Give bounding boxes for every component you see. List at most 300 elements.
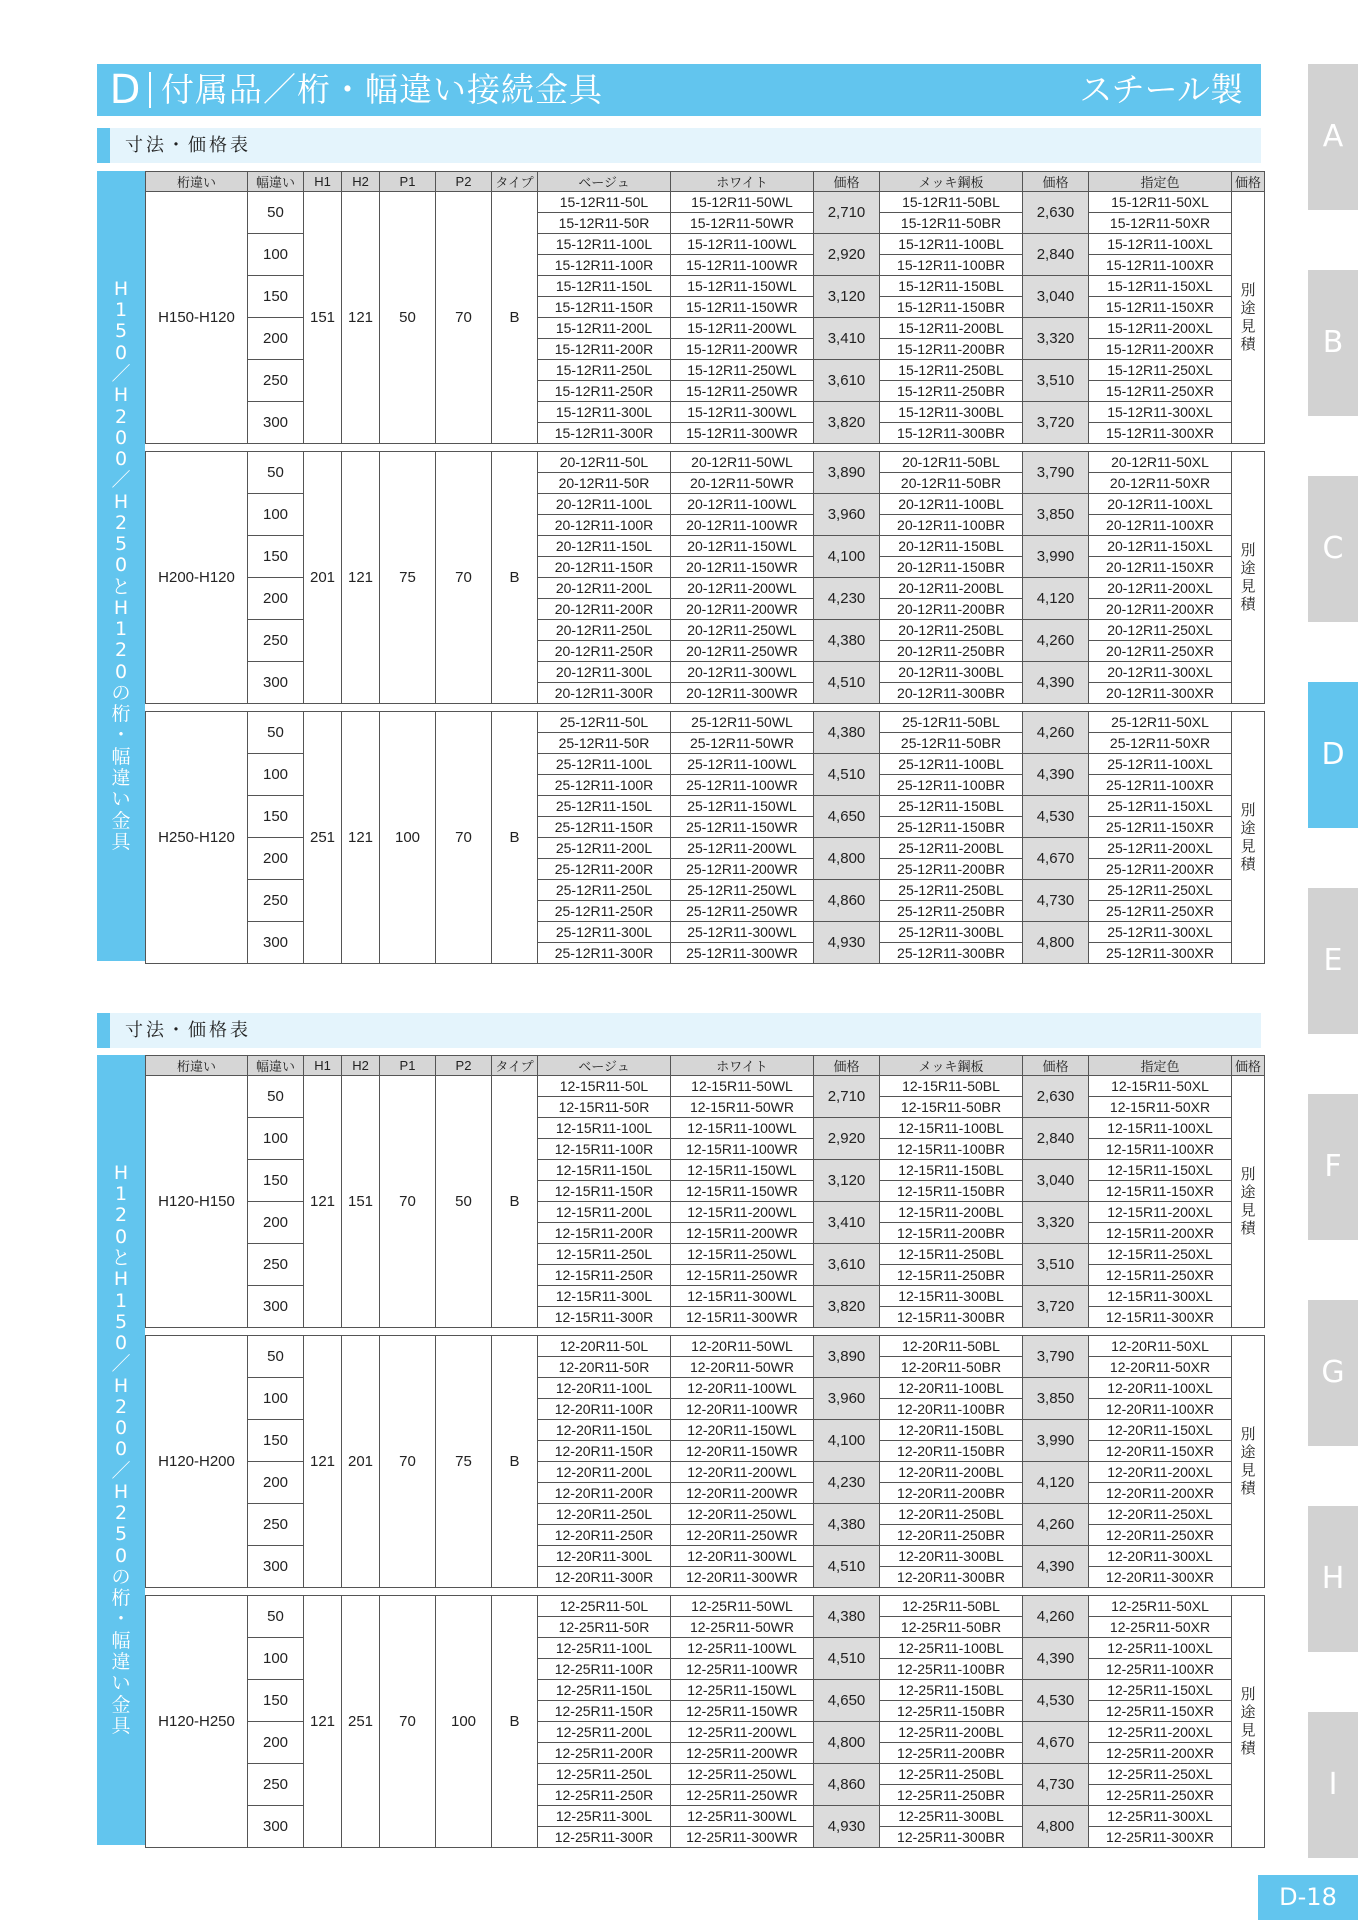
part-white: 25-12R11-300WL bbox=[671, 922, 814, 943]
part-white: 12-25R11-200WL bbox=[671, 1722, 814, 1743]
part-custom-color: 15-12R11-250XL bbox=[1089, 360, 1232, 381]
part-plated: 20-12R11-300BL bbox=[880, 662, 1023, 683]
part-beige: 12-25R11-250L bbox=[538, 1764, 671, 1785]
price-plated-cell: 3,720 bbox=[1023, 402, 1089, 444]
column-header: P1 bbox=[380, 1056, 436, 1076]
part-plated: 12-20R11-300BL bbox=[880, 1546, 1023, 1567]
table-side-label: H 1 5 0 ／ H 2 0 0 ／ H 2 5 0 と H 1 2 0 の 桁 ・ 幅 違 い 金 具 bbox=[97, 171, 145, 961]
price-plated-cell: 4,390 bbox=[1023, 754, 1089, 796]
p1-cell: 70 bbox=[380, 1076, 436, 1328]
width-cell: 200 bbox=[248, 578, 304, 620]
column-header: 価格 bbox=[814, 172, 880, 192]
width-cell: 100 bbox=[248, 1638, 304, 1680]
column-header: 価格 bbox=[1232, 172, 1265, 192]
h2-cell: 251 bbox=[342, 1596, 380, 1848]
price-plated-cell: 3,990 bbox=[1023, 536, 1089, 578]
part-beige: 20-12R11-200L bbox=[538, 578, 671, 599]
part-white: 25-12R11-200WL bbox=[671, 838, 814, 859]
part-beige: 12-25R11-150L bbox=[538, 1680, 671, 1701]
part-plated: 25-12R11-150BR bbox=[880, 817, 1023, 838]
page-header bbox=[97, 64, 1261, 116]
part-beige: 20-12R11-250R bbox=[538, 641, 671, 662]
p2-cell: 70 bbox=[436, 712, 492, 964]
price-cell: 3,610 bbox=[814, 360, 880, 402]
part-custom-color: 12-25R11-50XL bbox=[1089, 1596, 1232, 1617]
section-marker bbox=[97, 128, 110, 163]
column-header: 価格 bbox=[1023, 172, 1089, 192]
part-white: 12-15R11-300WR bbox=[671, 1307, 814, 1328]
part-custom-color: 20-12R11-200XR bbox=[1089, 599, 1232, 620]
p2-cell: 70 bbox=[436, 192, 492, 444]
price-cell: 4,100 bbox=[814, 1420, 880, 1462]
price-plated-cell: 3,790 bbox=[1023, 452, 1089, 494]
part-custom-color: 15-12R11-300XL bbox=[1089, 402, 1232, 423]
width-cell: 200 bbox=[248, 1722, 304, 1764]
part-plated: 12-15R11-100BL bbox=[880, 1118, 1023, 1139]
pattern-cell: H200-H120 bbox=[146, 452, 248, 704]
h1-cell: 121 bbox=[304, 1076, 342, 1328]
part-white: 20-12R11-100WL bbox=[671, 494, 814, 515]
width-cell: 300 bbox=[248, 922, 304, 964]
part-custom-color: 25-12R11-250XL bbox=[1089, 880, 1232, 901]
part-white: 20-12R11-100WR bbox=[671, 515, 814, 536]
part-plated: 12-25R11-100BL bbox=[880, 1638, 1023, 1659]
material-label: スチール製 bbox=[1079, 70, 1243, 109]
part-custom-color: 12-25R11-100XR bbox=[1089, 1659, 1232, 1680]
part-plated: 15-12R11-200BR bbox=[880, 339, 1023, 360]
part-beige: 25-12R11-200L bbox=[538, 838, 671, 859]
part-beige: 15-12R11-200L bbox=[538, 318, 671, 339]
part-custom-color: 12-20R11-50XL bbox=[1089, 1336, 1232, 1357]
part-plated: 12-25R11-50BL bbox=[880, 1596, 1023, 1617]
part-beige: 12-25R11-100L bbox=[538, 1638, 671, 1659]
price-plated-cell: 4,260 bbox=[1023, 620, 1089, 662]
part-custom-color: 20-12R11-100XR bbox=[1089, 515, 1232, 536]
part-custom-color: 12-15R11-150XL bbox=[1089, 1160, 1232, 1181]
column-header: H2 bbox=[342, 172, 380, 192]
part-plated: 15-12R11-250BR bbox=[880, 381, 1023, 402]
part-plated: 20-12R11-250BL bbox=[880, 620, 1023, 641]
width-cell: 100 bbox=[248, 754, 304, 796]
part-custom-color: 12-15R11-300XL bbox=[1089, 1286, 1232, 1307]
part-custom-color: 15-12R11-50XR bbox=[1089, 213, 1232, 234]
part-plated: 12-25R11-300BR bbox=[880, 1827, 1023, 1848]
estimate-cell: 別 途 見 積 bbox=[1232, 192, 1265, 444]
part-plated: 12-25R11-150BR bbox=[880, 1701, 1023, 1722]
h1-cell: 251 bbox=[304, 712, 342, 964]
width-cell: 50 bbox=[248, 192, 304, 234]
part-plated: 25-12R11-300BL bbox=[880, 922, 1023, 943]
price-cell: 4,510 bbox=[814, 1546, 880, 1588]
part-plated: 25-12R11-100BL bbox=[880, 754, 1023, 775]
part-beige: 12-15R11-200R bbox=[538, 1223, 671, 1244]
price-cell: 4,860 bbox=[814, 880, 880, 922]
part-custom-color: 12-25R11-100XL bbox=[1089, 1638, 1232, 1659]
width-cell: 150 bbox=[248, 536, 304, 578]
part-plated: 12-25R11-200BR bbox=[880, 1743, 1023, 1764]
width-cell: 250 bbox=[248, 620, 304, 662]
part-custom-color: 15-12R11-150XR bbox=[1089, 297, 1232, 318]
column-header: P2 bbox=[436, 172, 492, 192]
part-custom-color: 12-25R11-300XL bbox=[1089, 1806, 1232, 1827]
part-white: 12-25R11-150WR bbox=[671, 1701, 814, 1722]
column-header: H1 bbox=[304, 1056, 342, 1076]
part-plated: 20-12R11-250BR bbox=[880, 641, 1023, 662]
part-white: 15-12R11-50WR bbox=[671, 213, 814, 234]
width-cell: 100 bbox=[248, 1118, 304, 1160]
part-plated: 12-20R11-200BL bbox=[880, 1462, 1023, 1483]
part-white: 15-12R11-250WR bbox=[671, 381, 814, 402]
column-header: ベージュ bbox=[538, 172, 671, 192]
table-row bbox=[146, 1596, 1265, 1617]
part-custom-color: 12-20R11-250XR bbox=[1089, 1525, 1232, 1546]
price-grid bbox=[145, 1055, 1265, 1848]
index-tab-b[interactable]: B bbox=[1308, 270, 1358, 416]
part-custom-color: 20-12R11-250XR bbox=[1089, 641, 1232, 662]
column-header: ホワイト bbox=[671, 172, 814, 192]
price-cell: 3,410 bbox=[814, 1202, 880, 1244]
part-custom-color: 20-12R11-150XL bbox=[1089, 536, 1232, 557]
part-plated: 20-12R11-100BR bbox=[880, 515, 1023, 536]
part-plated: 12-15R11-300BR bbox=[880, 1307, 1023, 1328]
part-beige: 15-12R11-150R bbox=[538, 297, 671, 318]
part-beige: 25-12R11-50R bbox=[538, 733, 671, 754]
part-plated: 20-12R11-50BL bbox=[880, 452, 1023, 473]
part-plated: 12-15R11-50BR bbox=[880, 1097, 1023, 1118]
part-plated: 25-12R11-50BR bbox=[880, 733, 1023, 754]
width-cell: 300 bbox=[248, 402, 304, 444]
part-beige: 15-12R11-100L bbox=[538, 234, 671, 255]
part-white: 15-12R11-200WL bbox=[671, 318, 814, 339]
part-beige: 25-12R11-50L bbox=[538, 712, 671, 733]
price-plated-cell: 3,040 bbox=[1023, 276, 1089, 318]
part-custom-color: 12-20R11-300XR bbox=[1089, 1567, 1232, 1588]
part-white: 20-12R11-150WL bbox=[671, 536, 814, 557]
part-white: 12-15R11-50WL bbox=[671, 1076, 814, 1097]
price-plated-cell: 3,320 bbox=[1023, 318, 1089, 360]
part-custom-color: 25-12R11-50XR bbox=[1089, 733, 1232, 754]
part-beige: 12-15R11-250R bbox=[538, 1265, 671, 1286]
part-plated: 12-25R11-200BL bbox=[880, 1722, 1023, 1743]
price-cell: 2,920 bbox=[814, 234, 880, 276]
p2-cell: 75 bbox=[436, 1336, 492, 1588]
width-cell: 150 bbox=[248, 1160, 304, 1202]
price-plated-cell: 3,510 bbox=[1023, 1244, 1089, 1286]
price-cell: 2,710 bbox=[814, 192, 880, 234]
part-beige: 20-12R11-250L bbox=[538, 620, 671, 641]
part-beige: 12-20R11-250R bbox=[538, 1525, 671, 1546]
h1-cell: 151 bbox=[304, 192, 342, 444]
width-cell: 150 bbox=[248, 276, 304, 318]
part-custom-color: 12-25R11-150XL bbox=[1089, 1680, 1232, 1701]
column-header: H2 bbox=[342, 1056, 380, 1076]
price-grid bbox=[145, 171, 1265, 964]
part-custom-color: 12-15R11-150XR bbox=[1089, 1181, 1232, 1202]
index-tab-d[interactable]: D bbox=[1308, 682, 1358, 828]
price-cell: 4,380 bbox=[814, 1504, 880, 1546]
index-tab-c[interactable]: C bbox=[1308, 476, 1358, 622]
table-row bbox=[146, 712, 1265, 733]
part-beige: 12-15R11-250L bbox=[538, 1244, 671, 1265]
width-cell: 250 bbox=[248, 1244, 304, 1286]
part-custom-color: 25-12R11-50XL bbox=[1089, 712, 1232, 733]
column-header: P1 bbox=[380, 172, 436, 192]
part-custom-color: 12-20R11-300XL bbox=[1089, 1546, 1232, 1567]
price-plated-cell: 4,800 bbox=[1023, 1806, 1089, 1848]
part-white: 20-12R11-300WR bbox=[671, 683, 814, 704]
column-header: 指定色 bbox=[1089, 172, 1232, 192]
part-white: 15-12R11-300WL bbox=[671, 402, 814, 423]
column-header: 幅違い bbox=[248, 172, 304, 192]
p1-cell: 70 bbox=[380, 1336, 436, 1588]
price-plated-cell: 4,530 bbox=[1023, 1680, 1089, 1722]
width-cell: 50 bbox=[248, 1076, 304, 1118]
part-beige: 15-12R11-50R bbox=[538, 213, 671, 234]
part-white: 12-20R11-100WL bbox=[671, 1378, 814, 1399]
part-plated: 12-15R11-200BR bbox=[880, 1223, 1023, 1244]
part-white: 25-12R11-100WR bbox=[671, 775, 814, 796]
part-custom-color: 12-15R11-200XL bbox=[1089, 1202, 1232, 1223]
part-white: 12-15R11-150WR bbox=[671, 1181, 814, 1202]
h1-cell: 121 bbox=[304, 1336, 342, 1588]
part-plated: 12-20R11-250BR bbox=[880, 1525, 1023, 1546]
pattern-cell: H120-H250 bbox=[146, 1596, 248, 1848]
width-cell: 200 bbox=[248, 838, 304, 880]
price-cell: 4,510 bbox=[814, 1638, 880, 1680]
part-plated: 12-25R11-250BR bbox=[880, 1785, 1023, 1806]
part-white: 15-12R11-100WR bbox=[671, 255, 814, 276]
index-tab-a[interactable]: A bbox=[1308, 64, 1358, 210]
column-header: ベージュ bbox=[538, 1056, 671, 1076]
part-beige: 20-12R11-150R bbox=[538, 557, 671, 578]
column-header: P2 bbox=[436, 1056, 492, 1076]
price-plated-cell: 4,120 bbox=[1023, 578, 1089, 620]
part-beige: 25-12R11-150R bbox=[538, 817, 671, 838]
width-cell: 200 bbox=[248, 1462, 304, 1504]
part-white: 12-15R11-250WL bbox=[671, 1244, 814, 1265]
column-header: タイプ bbox=[492, 172, 538, 192]
estimate-cell: 別 途 見 積 bbox=[1232, 712, 1265, 964]
part-custom-color: 12-15R11-50XL bbox=[1089, 1076, 1232, 1097]
part-beige: 12-25R11-200R bbox=[538, 1743, 671, 1764]
width-cell: 300 bbox=[248, 662, 304, 704]
part-white: 25-12R11-100WL bbox=[671, 754, 814, 775]
price-plated-cell: 4,730 bbox=[1023, 1764, 1089, 1806]
part-plated: 20-12R11-150BL bbox=[880, 536, 1023, 557]
price-plated-cell: 3,850 bbox=[1023, 1378, 1089, 1420]
part-beige: 12-20R11-300L bbox=[538, 1546, 671, 1567]
price-plated-cell: 3,790 bbox=[1023, 1336, 1089, 1378]
part-beige: 12-15R11-100L bbox=[538, 1118, 671, 1139]
part-plated: 15-12R11-250BL bbox=[880, 360, 1023, 381]
group-separator bbox=[146, 1328, 1265, 1336]
part-white: 25-12R11-250WL bbox=[671, 880, 814, 901]
price-plated-cell: 4,730 bbox=[1023, 880, 1089, 922]
section-title: 寸法・価格表 bbox=[125, 1020, 251, 1041]
column-header: 価格 bbox=[1232, 1056, 1265, 1076]
h2-cell: 201 bbox=[342, 1336, 380, 1588]
part-beige: 12-15R11-50R bbox=[538, 1097, 671, 1118]
part-white: 12-25R11-300WR bbox=[671, 1827, 814, 1848]
part-beige: 15-12R11-100R bbox=[538, 255, 671, 276]
part-beige: 12-20R11-50L bbox=[538, 1336, 671, 1357]
part-plated: 25-12R11-300BR bbox=[880, 943, 1023, 964]
part-plated: 15-12R11-300BL bbox=[880, 402, 1023, 423]
part-custom-color: 25-12R11-100XR bbox=[1089, 775, 1232, 796]
part-beige: 15-12R11-250L bbox=[538, 360, 671, 381]
part-custom-color: 12-20R11-150XL bbox=[1089, 1420, 1232, 1441]
part-plated: 12-20R11-300BR bbox=[880, 1567, 1023, 1588]
price-table-1 bbox=[97, 171, 1261, 961]
part-white: 25-12R11-50WL bbox=[671, 712, 814, 733]
price-plated-cell: 4,670 bbox=[1023, 1722, 1089, 1764]
part-plated: 15-12R11-100BR bbox=[880, 255, 1023, 276]
part-white: 12-15R11-200WL bbox=[671, 1202, 814, 1223]
price-plated-cell: 2,840 bbox=[1023, 234, 1089, 276]
part-white: 20-12R11-200WR bbox=[671, 599, 814, 620]
price-plated-cell: 4,390 bbox=[1023, 1638, 1089, 1680]
part-plated: 15-12R11-150BR bbox=[880, 297, 1023, 318]
part-beige: 25-12R11-250R bbox=[538, 901, 671, 922]
part-beige: 20-12R11-50R bbox=[538, 473, 671, 494]
part-plated: 20-12R11-100BL bbox=[880, 494, 1023, 515]
part-beige: 25-12R11-100L bbox=[538, 754, 671, 775]
part-beige: 12-25R11-300R bbox=[538, 1827, 671, 1848]
part-white: 12-20R11-50WL bbox=[671, 1336, 814, 1357]
part-white: 12-25R11-100WR bbox=[671, 1659, 814, 1680]
part-white: 12-25R11-250WR bbox=[671, 1785, 814, 1806]
width-cell: 250 bbox=[248, 1764, 304, 1806]
part-beige: 12-20R11-200R bbox=[538, 1483, 671, 1504]
part-white: 12-20R11-300WL bbox=[671, 1546, 814, 1567]
price-plated-cell: 4,800 bbox=[1023, 922, 1089, 964]
part-plated: 12-20R11-100BL bbox=[880, 1378, 1023, 1399]
width-cell: 250 bbox=[248, 880, 304, 922]
part-plated: 20-12R11-300BR bbox=[880, 683, 1023, 704]
part-white: 12-20R11-50WR bbox=[671, 1357, 814, 1378]
part-white: 12-25R11-100WL bbox=[671, 1638, 814, 1659]
price-cell: 4,800 bbox=[814, 838, 880, 880]
part-custom-color: 25-12R11-150XR bbox=[1089, 817, 1232, 838]
part-plated: 12-20R11-100BR bbox=[880, 1399, 1023, 1420]
part-custom-color: 12-15R11-250XL bbox=[1089, 1244, 1232, 1265]
width-cell: 300 bbox=[248, 1286, 304, 1328]
price-cell: 3,960 bbox=[814, 494, 880, 536]
index-tab-g[interactable]: G bbox=[1308, 1300, 1358, 1446]
part-plated: 12-25R11-250BL bbox=[880, 1764, 1023, 1785]
index-tab-h[interactable]: H bbox=[1308, 1506, 1358, 1652]
part-white: 12-20R11-250WR bbox=[671, 1525, 814, 1546]
p1-cell: 70 bbox=[380, 1596, 436, 1848]
part-custom-color: 12-25R11-250XL bbox=[1089, 1764, 1232, 1785]
price-cell: 3,820 bbox=[814, 1286, 880, 1328]
price-plated-cell: 4,260 bbox=[1023, 1504, 1089, 1546]
part-plated: 20-12R11-200BR bbox=[880, 599, 1023, 620]
width-cell: 50 bbox=[248, 1596, 304, 1638]
part-beige: 12-20R11-100R bbox=[538, 1399, 671, 1420]
price-plated-cell: 3,850 bbox=[1023, 494, 1089, 536]
price-plated-cell: 4,390 bbox=[1023, 1546, 1089, 1588]
part-plated: 12-25R11-300BL bbox=[880, 1806, 1023, 1827]
width-cell: 100 bbox=[248, 494, 304, 536]
table-row bbox=[146, 1336, 1265, 1357]
price-cell: 4,930 bbox=[814, 1806, 880, 1848]
part-beige: 12-25R11-300L bbox=[538, 1806, 671, 1827]
part-beige: 20-12R11-50L bbox=[538, 452, 671, 473]
part-plated: 15-12R11-300BR bbox=[880, 423, 1023, 444]
column-header: 桁違い bbox=[146, 1056, 248, 1076]
part-beige: 12-15R11-150R bbox=[538, 1181, 671, 1202]
part-white: 20-12R11-200WL bbox=[671, 578, 814, 599]
pattern-cell: H120-H200 bbox=[146, 1336, 248, 1588]
column-header: メッキ鋼板 bbox=[880, 172, 1023, 192]
part-plated: 12-20R11-50BL bbox=[880, 1336, 1023, 1357]
part-beige: 20-12R11-300L bbox=[538, 662, 671, 683]
part-custom-color: 12-15R11-200XR bbox=[1089, 1223, 1232, 1244]
part-custom-color: 12-20R11-200XL bbox=[1089, 1462, 1232, 1483]
section-heading-1 bbox=[97, 128, 1261, 163]
part-white: 12-15R11-100WL bbox=[671, 1118, 814, 1139]
price-plated-cell: 4,670 bbox=[1023, 838, 1089, 880]
price-plated-cell: 3,040 bbox=[1023, 1160, 1089, 1202]
part-plated: 15-12R11-150BL bbox=[880, 276, 1023, 297]
part-custom-color: 20-12R11-200XL bbox=[1089, 578, 1232, 599]
part-custom-color: 15-12R11-200XR bbox=[1089, 339, 1232, 360]
h1-cell: 201 bbox=[304, 452, 342, 704]
index-tab-e[interactable]: E bbox=[1308, 888, 1358, 1034]
part-custom-color: 20-12R11-100XL bbox=[1089, 494, 1232, 515]
part-beige: 20-12R11-100L bbox=[538, 494, 671, 515]
price-plated-cell: 2,630 bbox=[1023, 192, 1089, 234]
part-plated: 25-12R11-100BR bbox=[880, 775, 1023, 796]
width-cell: 50 bbox=[248, 712, 304, 754]
price-plated-cell: 4,390 bbox=[1023, 662, 1089, 704]
part-custom-color: 12-15R11-300XR bbox=[1089, 1307, 1232, 1328]
index-tab-i[interactable]: I bbox=[1308, 1712, 1358, 1858]
price-cell: 4,380 bbox=[814, 712, 880, 754]
p1-cell: 50 bbox=[380, 192, 436, 444]
type-cell: B bbox=[492, 712, 538, 964]
price-cell: 3,890 bbox=[814, 1336, 880, 1378]
group-separator bbox=[146, 444, 1265, 452]
part-white: 20-12R11-250WR bbox=[671, 641, 814, 662]
part-white: 12-25R11-200WR bbox=[671, 1743, 814, 1764]
part-custom-color: 12-25R11-50XR bbox=[1089, 1617, 1232, 1638]
part-white: 15-12R11-200WR bbox=[671, 339, 814, 360]
p1-cell: 100 bbox=[380, 712, 436, 964]
part-beige: 20-12R11-300R bbox=[538, 683, 671, 704]
part-plated: 12-20R11-150BR bbox=[880, 1441, 1023, 1462]
part-beige: 12-15R11-300L bbox=[538, 1286, 671, 1307]
part-white: 15-12R11-300WR bbox=[671, 423, 814, 444]
part-beige: 15-12R11-200R bbox=[538, 339, 671, 360]
price-cell: 3,960 bbox=[814, 1378, 880, 1420]
price-cell: 4,800 bbox=[814, 1722, 880, 1764]
part-white: 12-25R11-50WL bbox=[671, 1596, 814, 1617]
part-white: 15-12R11-250WL bbox=[671, 360, 814, 381]
part-custom-color: 20-12R11-150XR bbox=[1089, 557, 1232, 578]
part-custom-color: 12-25R11-150XR bbox=[1089, 1701, 1232, 1722]
part-plated: 12-25R11-50BR bbox=[880, 1617, 1023, 1638]
index-tab-f[interactable]: F bbox=[1308, 1094, 1358, 1240]
part-plated: 20-12R11-150BR bbox=[880, 557, 1023, 578]
part-custom-color: 25-12R11-200XL bbox=[1089, 838, 1232, 859]
pattern-cell: H120-H150 bbox=[146, 1076, 248, 1328]
part-white: 15-12R11-150WR bbox=[671, 297, 814, 318]
column-header: タイプ bbox=[492, 1056, 538, 1076]
table-side-label: H 1 2 0 と H 1 5 0 ／ H 2 0 0 ／ H 2 5 0 の 桁 ・ 幅 違 い 金 具 bbox=[97, 1055, 145, 1845]
price-cell: 4,860 bbox=[814, 1764, 880, 1806]
